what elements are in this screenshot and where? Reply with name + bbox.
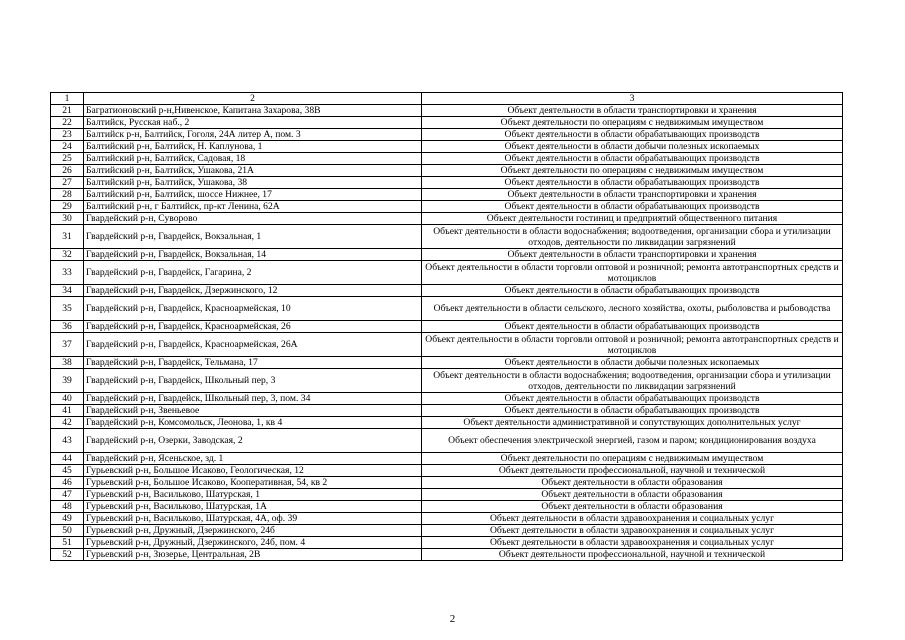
- row-number: 31: [51, 225, 84, 249]
- row-address: Гвардейский р-н, Гвардейск, Школьный пер, 3: [84, 369, 422, 393]
- table-row: [51, 465, 843, 477]
- table-row: [51, 201, 843, 213]
- row-address: Гурьевский р-н, Дружный, Дзержинского, 24б, пом. 4: [84, 537, 422, 549]
- row-number: 39: [51, 369, 84, 393]
- row-activity: Объект деятельности в области водоснабжения; водоотведения, организации сбора и утилизации отходов, деятельности по ликвидации загрязнений: [422, 369, 843, 393]
- header-col-activity: 3: [422, 93, 843, 105]
- row-activity: Объект деятельности профессиональной, научной и технической: [422, 465, 843, 477]
- table-header-row: [51, 93, 843, 105]
- row-address: Гвардейский р-н, Гвардейск, Красноармейская, 26: [84, 321, 422, 333]
- row-activity: Объект деятельности в области обрабатывающих производств: [422, 393, 843, 405]
- row-address: Гвардейский р-н, Гвардейск, Школьный пер, 3, пом. 34: [84, 393, 422, 405]
- row-activity: Объект деятельности по операциям с недвижимым имуществом: [422, 165, 843, 177]
- row-activity: Объект деятельности профессиональной, научной и технической: [422, 549, 843, 561]
- table-row: [51, 357, 843, 369]
- table-row: [51, 213, 843, 225]
- table-row: [51, 105, 843, 117]
- table-row: [51, 525, 843, 537]
- row-address: Гвардейский р-н, Гвардейск, Тельмана, 17: [84, 357, 422, 369]
- row-address: Гвардейский р-н, Ясеньское, зд. 1: [84, 453, 422, 465]
- row-address: Гвардейский р-н, Суворово: [84, 213, 422, 225]
- row-number: 32: [51, 249, 84, 261]
- row-address: Балтийский р-н, Балтийск, Ушакова, 38: [84, 177, 422, 189]
- row-activity: Объект деятельности в области добычи полезных ископаемых: [422, 141, 843, 153]
- row-activity: Объект деятельности в области транспортировки и хранения: [422, 189, 843, 201]
- row-activity: Объект деятельности в области водоснабжения; водоотведения, организации сбора и утилизации отходов, деятельности по ликвидации загрязнений: [422, 225, 843, 249]
- row-address: Гурьевский р-н, Большое Исаково, Геологическая, 12: [84, 465, 422, 477]
- header-col-number: 1: [51, 93, 84, 105]
- row-address: Багратионовский р-н,Нивенское, Капитана Захарова, 38В: [84, 105, 422, 117]
- row-activity: Объект деятельности в области здравоохранения и социальных услуг: [422, 525, 843, 537]
- row-address: Гвардейский р-н, Комсомольск, Леонова, 1, кв 4: [84, 417, 422, 429]
- row-address: Гвардейский р-н, Гвардейск, Гагарина, 2: [84, 261, 422, 285]
- table-row: [51, 489, 843, 501]
- row-number: 51: [51, 537, 84, 549]
- row-activity: Объект деятельности по операциям с недвижимым имуществом: [422, 453, 843, 465]
- table-body: [51, 93, 843, 561]
- row-activity: Объект деятельности в области обрабатывающих производств: [422, 321, 843, 333]
- table-row: [51, 477, 843, 489]
- table-row: [51, 165, 843, 177]
- row-address: Гвардейский р-н, Гвардейск, Вокзальная, 1: [84, 225, 422, 249]
- row-number: 40: [51, 393, 84, 405]
- row-number: 30: [51, 213, 84, 225]
- table-row: [51, 249, 843, 261]
- row-number: 52: [51, 549, 84, 561]
- row-number: 24: [51, 141, 84, 153]
- row-activity: Объект деятельности административной и сопутствующих дополнительных услуг: [422, 417, 843, 429]
- row-address: Гвардейский р-н, Гвардейск, Дзержинского, 12: [84, 285, 422, 297]
- row-number: 27: [51, 177, 84, 189]
- row-number: 48: [51, 501, 84, 513]
- table-row: [51, 285, 843, 297]
- row-address: Гурьевский р-н, Васильково, Шатурская, 1А: [84, 501, 422, 513]
- table-row: [51, 177, 843, 189]
- table-row: [51, 513, 843, 525]
- row-number: 49: [51, 513, 84, 525]
- row-activity: Объект деятельности в области транспортировки и хранения: [422, 105, 843, 117]
- row-activity: Объект деятельности в области обрабатывающих производств: [422, 285, 843, 297]
- table-row: [51, 129, 843, 141]
- row-activity: Объект деятельности в области здравоохранения и социальных услуг: [422, 513, 843, 525]
- row-activity: Объект деятельности в области торговли оптовой и розничной; ремонта автотранспортных средств и мотоциклов: [422, 261, 843, 285]
- table-row: [51, 501, 843, 513]
- page-number: 2: [449, 613, 456, 625]
- row-number: 43: [51, 429, 84, 453]
- row-address: Гурьевский р-н, Дружный, Дзержинского, 24б: [84, 525, 422, 537]
- row-address: Гвардейский р-н, Озерки, Заводская, 2: [84, 429, 422, 453]
- row-number: 34: [51, 285, 84, 297]
- row-address: Гвардейский р-н, Звеньевое: [84, 405, 422, 417]
- registry-table: [50, 92, 843, 561]
- row-number: 42: [51, 417, 84, 429]
- table-row: [51, 189, 843, 201]
- row-address: Балтийский р-н, г Балтийск, пр-кт Ленина, 62А: [84, 201, 422, 213]
- table-row: [51, 141, 843, 153]
- row-activity: Объект деятельности в области здравоохранения и социальных услуг: [422, 537, 843, 549]
- row-activity: Объект деятельности в области образования: [422, 489, 843, 501]
- row-activity: Объект деятельности в области обрабатывающих производств: [422, 201, 843, 213]
- row-activity: Объект деятельности в области торговли оптовой и розничной; ремонта автотранспортных средств и мотоциклов: [422, 333, 843, 357]
- row-activity: Объект деятельности в области добычи полезных ископаемых: [422, 357, 843, 369]
- row-address: Балтийск р-н, Балтийск, Гоголя, 24А литер А, пом. 3: [84, 129, 422, 141]
- row-activity: Объект деятельности в области образования: [422, 501, 843, 513]
- row-number: 44: [51, 453, 84, 465]
- row-number: 37: [51, 333, 84, 357]
- row-address: Балтийский р-н, Балтийск, Ушакова, 21А: [84, 165, 422, 177]
- row-activity: Объект деятельности в области транспортировки и хранения: [422, 249, 843, 261]
- row-address: Балтийский р-н, Балтийск, Н. Каплунова, 1: [84, 141, 422, 153]
- table-row: [51, 117, 843, 129]
- table-row: [51, 393, 843, 405]
- row-number: 38: [51, 357, 84, 369]
- row-activity: Объект деятельности по операциям с недвижимым имуществом: [422, 117, 843, 129]
- row-address: Гурьевский р-н, Большое Исаково, Кооперативная, 54, кв 2: [84, 477, 422, 489]
- row-address: Балтийск, Русская наб., 2: [84, 117, 422, 129]
- row-address: Балтийский р-н, Балтийск, Садовая, 18: [84, 153, 422, 165]
- row-number: 35: [51, 297, 84, 321]
- table-row: [51, 297, 843, 321]
- table-row: [51, 321, 843, 333]
- table-row: [51, 225, 843, 249]
- row-number: 36: [51, 321, 84, 333]
- table-row: [51, 405, 843, 417]
- row-number: 47: [51, 489, 84, 501]
- row-activity: Объект деятельности в области сельского, лесного хозяйства, охоты, рыболовства и рыбоводства: [422, 297, 843, 321]
- table-row: [51, 453, 843, 465]
- table-row: [51, 429, 843, 453]
- row-number: 22: [51, 117, 84, 129]
- header-col-address: 2: [84, 93, 422, 105]
- row-number: 33: [51, 261, 84, 285]
- table-row: [51, 549, 843, 561]
- row-address: Балтийский р-н, Балтийск, шоссе Нижнее, 17: [84, 189, 422, 201]
- table-row: [51, 153, 843, 165]
- row-address: Гвардейский р-н, Гвардейск, Красноармейская, 10: [84, 297, 422, 321]
- row-number: 45: [51, 465, 84, 477]
- table-row: [51, 417, 843, 429]
- row-activity: Объект деятельности в области обрабатывающих производств: [422, 129, 843, 141]
- row-activity: Объект деятельности в области образования: [422, 477, 843, 489]
- row-address: Гвардейский р-н, Гвардейск, Красноармейская, 26А: [84, 333, 422, 357]
- table-row: [51, 537, 843, 549]
- row-activity: Объект обеспечения электрической энергией, газом и паром; кондиционирования воздуха: [422, 429, 843, 453]
- row-number: 21: [51, 105, 84, 117]
- row-address: Гвардейский р-н, Гвардейск, Вокзальная, 14: [84, 249, 422, 261]
- row-number: 25: [51, 153, 84, 165]
- row-number: 29: [51, 201, 84, 213]
- table-row: [51, 369, 843, 393]
- row-number: 46: [51, 477, 84, 489]
- row-activity: Объект деятельности в области обрабатывающих производств: [422, 153, 843, 165]
- table-row: [51, 333, 843, 357]
- row-activity: Объект деятельности в области обрабатывающих производств: [422, 405, 843, 417]
- row-address: Гурьевский р-н, Васильково, Шатурская, 1: [84, 489, 422, 501]
- row-address: Гурьевский р-н, Зюзерье, Центральная, 2В: [84, 549, 422, 561]
- table-row: [51, 261, 843, 285]
- row-number: 26: [51, 165, 84, 177]
- row-number: 41: [51, 405, 84, 417]
- row-number: 23: [51, 129, 84, 141]
- row-number: 28: [51, 189, 84, 201]
- row-activity: Объект деятельности в области обрабатывающих производств: [422, 177, 843, 189]
- row-activity: Объект деятельности гостиниц и предприятий общественного питания: [422, 213, 843, 225]
- row-address: Гурьевский р-н, Васильково, Шатурская, 4А, оф. 39: [84, 513, 422, 525]
- row-number: 50: [51, 525, 84, 537]
